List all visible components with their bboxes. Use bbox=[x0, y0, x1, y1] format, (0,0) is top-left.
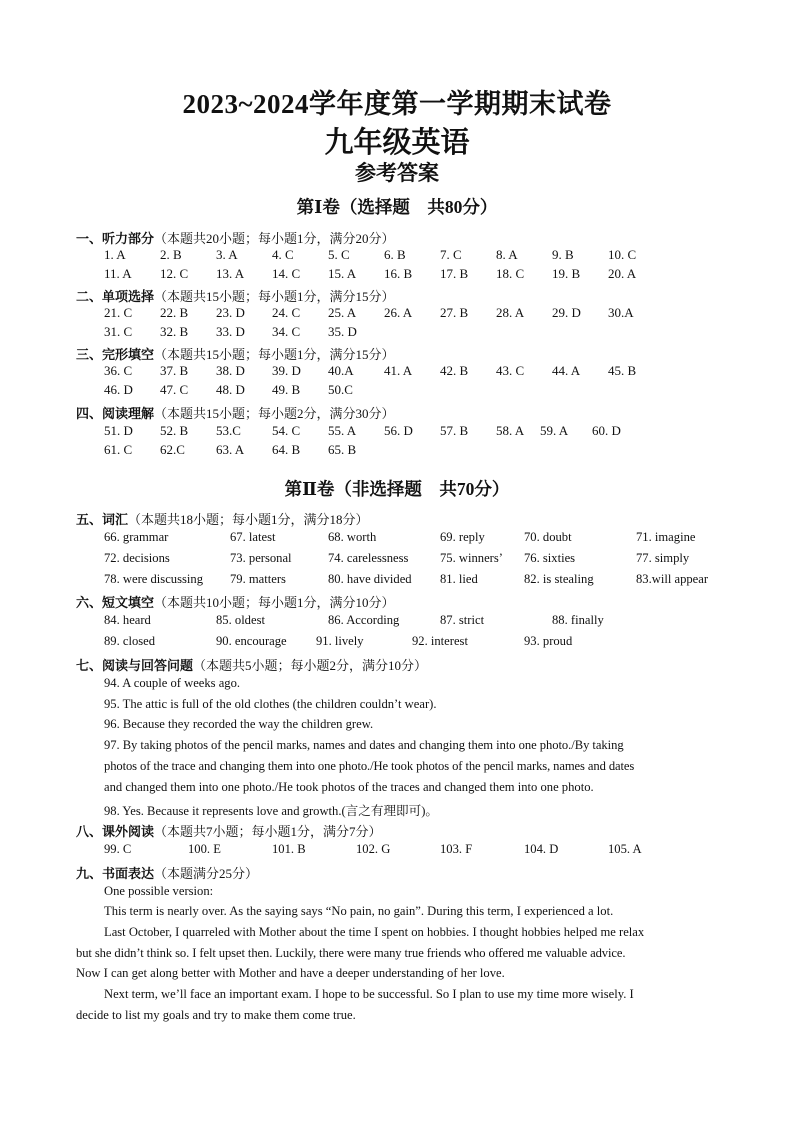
answer-cell: 36. C bbox=[104, 363, 133, 378]
section-listening-heading bbox=[76, 228, 395, 247]
answer-row bbox=[104, 247, 744, 265]
answer-cell: 85. oldest bbox=[216, 613, 265, 627]
essay-line: decide to list my goals and try to make them come true. bbox=[76, 1008, 356, 1022]
answer-cell: 3. A bbox=[216, 247, 238, 262]
answer-line: and changed them into one photo./He took photos of the traces and changed them into one photo. bbox=[104, 780, 594, 794]
answer-cell: 16. B bbox=[384, 266, 413, 281]
section-passage-fill-heading bbox=[76, 592, 395, 611]
answer-cell: 103. F bbox=[440, 842, 473, 856]
answer-cell: 88. finally bbox=[552, 613, 604, 627]
answer-cell: 24. C bbox=[272, 305, 301, 320]
answer-cell: 49. B bbox=[272, 382, 301, 397]
section-note: （本题共18小题；每小题1分，满分18分） bbox=[128, 512, 369, 527]
essay-line: This term is nearly over. As the saying says “No pain, no gain”. During this term, I experienced a lot. bbox=[104, 904, 614, 918]
section-note: （本题共15小题；每小题1分，满分15分） bbox=[154, 289, 395, 304]
answer-cell: 23. D bbox=[216, 305, 245, 320]
section-reading-heading bbox=[76, 403, 395, 422]
section-name: 阅读理解 bbox=[102, 406, 155, 421]
essay-line: Next term, we’ll face an important exam. I hope to be successful. So I plan to use my time more wisely. I bbox=[104, 987, 634, 1001]
answer-cell: 50.C bbox=[328, 382, 353, 397]
answer-cell: 55. A bbox=[328, 423, 357, 438]
answer-cell: 82. is stealing bbox=[524, 572, 594, 586]
answer-cell: 68. worth bbox=[328, 530, 377, 544]
answer-cell: 26. A bbox=[384, 305, 413, 320]
essay-line: One possible version: bbox=[104, 884, 214, 898]
essay-line: Last October, I quarreled with Mother about the time I spent on hobbies. I thought hobbies helped me relax bbox=[104, 925, 645, 939]
answer-cell: 79. matters bbox=[230, 572, 286, 586]
answer-cell: 2. B bbox=[160, 247, 182, 262]
section-name: 听力部分 bbox=[102, 231, 155, 246]
answer-cell: 69. reply bbox=[440, 530, 485, 544]
answer-cell: 35. D bbox=[328, 324, 357, 339]
answer-cell: 19. B bbox=[552, 266, 581, 281]
section-name: 词汇 bbox=[102, 512, 129, 527]
essay-line: Now I can get along better with Mother and have a deeper understanding of her love. bbox=[76, 966, 505, 980]
answer-cell: 53.C bbox=[216, 423, 241, 438]
answer-cell: 60. D bbox=[592, 423, 621, 438]
answer-cell: 78. were discussing bbox=[104, 572, 203, 586]
answer-row bbox=[104, 442, 744, 460]
answer-row bbox=[104, 530, 744, 548]
answer-cell: 47. C bbox=[160, 382, 189, 397]
answer-cell: 37. B bbox=[160, 363, 189, 378]
answer-cell: 58. A bbox=[496, 423, 525, 438]
section-name: 课外阅读 bbox=[102, 824, 155, 839]
section-note: （本题共7小题；每小题1分，满分7分） bbox=[154, 824, 382, 839]
answer-cell: 59. A bbox=[540, 423, 569, 438]
answer-cell: 75. winners’ bbox=[440, 551, 503, 565]
answer-cell: 33. D bbox=[216, 324, 245, 339]
answer-cell: 27. B bbox=[440, 305, 469, 320]
answer-cell: 67. latest bbox=[230, 530, 276, 544]
section-number: 三、 bbox=[76, 347, 103, 362]
answer-cell: 70. doubt bbox=[524, 530, 572, 544]
answer-cell: 43. C bbox=[496, 363, 525, 378]
answer-cell: 57. B bbox=[440, 423, 469, 438]
part2-heading: 第Ⅱ卷（非选择题 共70分） bbox=[284, 479, 510, 499]
answer-cell: 42. B bbox=[440, 363, 469, 378]
answer-cell: 13. A bbox=[216, 266, 245, 281]
answer-cell: 15. A bbox=[328, 266, 357, 281]
answer-cell: 56. D bbox=[384, 423, 413, 438]
section-number: 四、 bbox=[76, 406, 103, 421]
section-name: 阅读与回答问题 bbox=[102, 658, 194, 673]
answer-row bbox=[104, 305, 744, 323]
section-note: （本题共15小题；每小题1分，满分15分） bbox=[154, 347, 395, 362]
answer-cell: 83.will appear bbox=[636, 572, 709, 586]
answer-cell: 71. imagine bbox=[636, 530, 696, 544]
answer-cell: 81. lied bbox=[440, 572, 478, 586]
answer-cell: 4. C bbox=[272, 247, 294, 262]
answer-cell: 80. have divided bbox=[328, 572, 412, 586]
answer-cell: 8. A bbox=[496, 247, 518, 262]
answer-row bbox=[104, 266, 744, 284]
answer-cell: 105. A bbox=[608, 842, 642, 856]
answer-line: 95. The attic is full of the old clothes (the children couldn’t wear). bbox=[104, 697, 437, 711]
answer-cell: 28. A bbox=[496, 305, 525, 320]
section-number: 一、 bbox=[76, 231, 103, 246]
answer-cell: 84. heard bbox=[104, 613, 151, 627]
section-note: （本题共15小题；每小题2分，满分30分） bbox=[154, 406, 395, 421]
section-extra-reading-heading bbox=[76, 821, 382, 840]
answer-row bbox=[104, 842, 744, 860]
answer-cell: 21. C bbox=[104, 305, 133, 320]
answer-cell: 38. D bbox=[216, 363, 245, 378]
section-vocabulary-heading bbox=[76, 509, 369, 528]
answer-cell: 32. B bbox=[160, 324, 189, 339]
answer-cell: 99. C bbox=[104, 842, 132, 856]
answer-cell: 89. closed bbox=[104, 634, 156, 648]
section-name: 完形填空 bbox=[102, 347, 155, 362]
answer-cell: 41. A bbox=[384, 363, 413, 378]
answer-cell: 45. B bbox=[608, 363, 637, 378]
answer-row bbox=[104, 551, 744, 569]
answer-cell: 17. B bbox=[440, 266, 469, 281]
section-writing-heading bbox=[76, 863, 258, 882]
section-name: 短文填空 bbox=[102, 595, 155, 610]
section-cloze-heading bbox=[76, 344, 395, 363]
answer-line: photos of the trace and changing them into one photo./He took photos of the pencil marks, names and dates bbox=[104, 759, 635, 773]
section-note: （本题共5小题；每小题2分，满分10分） bbox=[193, 658, 428, 673]
answer-cell: 1. A bbox=[104, 247, 126, 262]
answer-cell: 7. C bbox=[440, 247, 462, 262]
answer-row bbox=[104, 382, 744, 400]
exam-subtitle: 九年级英语 bbox=[324, 127, 470, 159]
answer-cell: 101. B bbox=[272, 842, 306, 856]
answer-cell: 12. C bbox=[160, 266, 189, 281]
section-qa-heading bbox=[76, 655, 427, 674]
answer-cell: 51. D bbox=[104, 423, 133, 438]
answer-cell: 91. lively bbox=[316, 634, 364, 648]
section-name: 书面表达 bbox=[102, 866, 155, 881]
answer-cell: 48. D bbox=[216, 382, 245, 397]
answer-cell: 30.A bbox=[608, 305, 634, 320]
section-note: （本题共20小题；每小题1分，满分20分） bbox=[154, 231, 395, 246]
section-number: 九、 bbox=[76, 866, 103, 881]
answer-cell: 93. proud bbox=[524, 634, 573, 648]
answer-row bbox=[104, 572, 744, 590]
answer-cell: 86. According bbox=[328, 613, 400, 627]
answer-cell: 87. strict bbox=[440, 613, 485, 627]
answer-cell: 54. C bbox=[272, 423, 301, 438]
answer-cell: 18. C bbox=[496, 266, 525, 281]
section-name: 单项选择 bbox=[102, 289, 155, 304]
answer-cell: 11. A bbox=[104, 266, 132, 281]
answer-cell: 77. simply bbox=[636, 551, 690, 565]
answer-cell: 76. sixties bbox=[524, 551, 576, 565]
section-single-choice-heading bbox=[76, 286, 395, 305]
answer-cell: 62.C bbox=[160, 442, 185, 457]
section-note: （本题满分25分） bbox=[154, 866, 259, 881]
answer-cell: 66. grammar bbox=[104, 530, 169, 544]
answer-line: 98. Yes. Because it represents love and growth.(言之有理即可)。 bbox=[104, 804, 439, 818]
answer-cell: 31. C bbox=[104, 324, 133, 339]
answer-cell: 63. A bbox=[216, 442, 245, 457]
answer-line: 97. By taking photos of the pencil marks, names and dates and changing them into one photo./By taking bbox=[104, 738, 624, 752]
answer-cell: 14. C bbox=[272, 266, 301, 281]
answer-cell: 90. encourage bbox=[216, 634, 287, 648]
answer-cell: 40.A bbox=[328, 363, 354, 378]
answer-row bbox=[104, 363, 744, 381]
section-number: 六、 bbox=[76, 595, 103, 610]
section-number: 二、 bbox=[76, 289, 103, 304]
answer-cell: 39. D bbox=[272, 363, 301, 378]
answer-cell: 10. C bbox=[608, 247, 637, 262]
answer-cell: 44. A bbox=[552, 363, 581, 378]
answer-cell: 61. C bbox=[104, 442, 133, 457]
section-number: 八、 bbox=[76, 824, 103, 839]
answer-cell: 29. D bbox=[552, 305, 581, 320]
answer-cell: 74. carelessness bbox=[328, 551, 409, 565]
answer-cell: 72. decisions bbox=[104, 551, 170, 565]
section-number: 七、 bbox=[76, 658, 103, 673]
answer-cell: 9. B bbox=[552, 247, 574, 262]
answer-cell: 46. D bbox=[104, 382, 133, 397]
answer-line: 96. Because they recorded the way the children grew. bbox=[104, 717, 374, 731]
section-note: （本题共10小题；每小题1分，满分10分） bbox=[154, 595, 395, 610]
section-number: 五、 bbox=[76, 512, 103, 527]
answer-row bbox=[104, 634, 744, 652]
answer-cell: 92. interest bbox=[412, 634, 468, 648]
answer-cell: 22. B bbox=[160, 305, 189, 320]
answer-cell: 34. C bbox=[272, 324, 301, 339]
answer-cell: 6. B bbox=[384, 247, 406, 262]
exam-title: 2023~2024学年度第一学期期末试卷 bbox=[182, 89, 612, 119]
answer-row bbox=[104, 324, 744, 342]
answer-cell: 52. B bbox=[160, 423, 189, 438]
answer-cell: 65. B bbox=[328, 442, 357, 457]
answer-cell: 100. E bbox=[188, 842, 221, 856]
answer-cell: 73. personal bbox=[230, 551, 292, 565]
answer-cell: 5. C bbox=[328, 247, 350, 262]
answer-line: 94. A couple of weeks ago. bbox=[104, 676, 241, 690]
answer-key-label: 参考答案 bbox=[355, 161, 439, 185]
answer-row bbox=[104, 613, 744, 631]
essay-line: but she didn’t think so. I felt upset then. Luckily, there were many true friends who offered me valuable advice. bbox=[76, 946, 626, 960]
answer-row bbox=[104, 423, 744, 441]
answer-cell: 20. A bbox=[608, 266, 637, 281]
answer-cell: 25. A bbox=[328, 305, 357, 320]
answer-cell: 64. B bbox=[272, 442, 301, 457]
answer-cell: 104. D bbox=[524, 842, 559, 856]
part1-heading: 第Ⅰ卷（选择题 共80分） bbox=[296, 197, 498, 217]
answer-cell: 102. G bbox=[356, 842, 391, 856]
